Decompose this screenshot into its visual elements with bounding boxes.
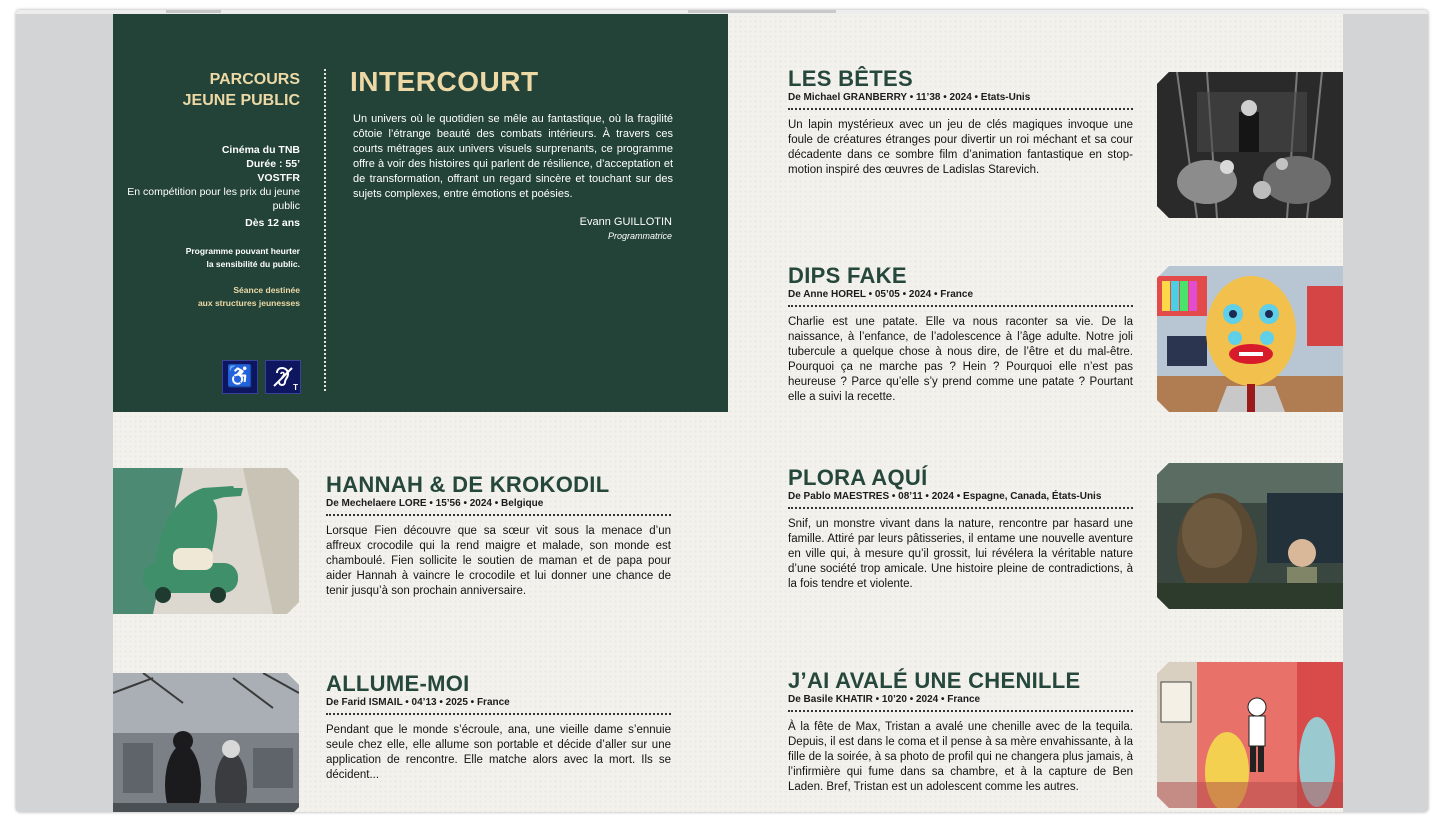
dotted-divider	[324, 69, 326, 391]
film-synopsis: Pendant que le monde s’écroule, ana, une vieille dame s’ennuie seule chez elle, elle allume son portable et décide d’aller sur une application de rencontre. Elle matche alors avec la mort. Ils se décident...	[326, 724, 671, 781]
film-still-allume-moi	[113, 673, 299, 812]
film-entry	[326, 672, 671, 783]
film-synopsis: À la fête de Max, Tristan a avalé une chenille avec de la tequila. Depuis, il est dans le coma et il pense à sa mère envahissante, à la fille de la soirée, à sa photo de profil qui ne changera plus jamais, à l’infirmière qui fume dans sa chambre, et à la capture de Ben Laden. Bref, Tristan est un adolescent comme les autres.	[788, 721, 1133, 793]
still-image	[1157, 266, 1343, 412]
age-rating: Dès 12 ans	[245, 217, 300, 229]
programmer-role: Programmatrice	[607, 231, 672, 241]
film-title: DIPS FAKE	[788, 263, 907, 288]
still-image	[113, 468, 299, 614]
film-credit: De Farid ISMAIL • 04’13 • 2025 • France	[326, 697, 671, 715]
audience-note	[120, 284, 300, 310]
still-image	[1157, 463, 1343, 609]
film-title: PLORA AQUÍ	[788, 465, 928, 490]
film-credit: De Anne HOREL • 05’05 • 2024 • France	[788, 289, 1133, 307]
venue: Cinéma du TNB	[221, 144, 300, 156]
programmer-name: Evann GUILLOTIN	[579, 216, 672, 228]
film-credit: De Basile KHATIR • 10’20 • 2024 • France	[788, 694, 1133, 712]
film-still-plora-aqui	[1157, 463, 1343, 609]
program-description: Un univers où le quotidien se mêle au fantastique, où la fragilité côtoie l’étrange beauté des combats intérieurs. À travers ces courts métrages aux univers visuels surprenants, ce programme offre à voir des histoires qui parlent de résilience, d’acceptation et de transformation, offrant un regard sincère et touchant sur des sujets complexes, entre émotions et poésies.	[353, 113, 673, 200]
content-warning	[120, 245, 300, 271]
film-entry	[788, 67, 1133, 178]
kicker-line: JEUNE PUBLIC	[182, 92, 300, 109]
film-credit: De Mechelaere LORE • 15’56 • 2024 • Belgique	[326, 498, 671, 516]
hearing-loop-label: T	[293, 383, 298, 392]
film-title: J’AI AVALÉ UNE CHENILLE	[788, 668, 1081, 693]
film-still-dips-fake	[1157, 266, 1343, 412]
duration: Durée : 55’	[246, 158, 300, 170]
still-image	[113, 673, 299, 812]
film-synopsis: Snif, un monstre vivant dans la nature, rencontre par hasard une famille. Attiré par leurs pâtisseries, il entame une nouvelle aventure en ville qui, à mesure qu’il grossit, lui révélera la véritable nature d’une société trop amicale. Une histoire pleine de contradictions, à la fois tendre et violente.	[788, 518, 1133, 590]
competition-note: En compétition pour les prix du jeune public	[127, 186, 300, 212]
wheelchair-icon: ♿	[222, 360, 258, 394]
kicker-line: PARCOURS	[209, 71, 300, 88]
section-kicker	[120, 69, 300, 111]
ear-icon	[270, 364, 296, 390]
warning-line: la sensibilité du public.	[206, 259, 300, 269]
film-still-les-betes	[1157, 72, 1343, 218]
film-synopsis: Charlie est une patate. Elle va nous raconter sa vie. De la naissance, à l’enfance, de l’adolescence à l’âge adulte. Notre joli tubercule a quelque chose à nous dire, de l’être et du mal-être. Pourquoi ça ne marche pas ? Hein ? Pourquoi elle n’est pas heureuse ? Parce qu’elle s’y prend comme une patate ? Pourtant elle a suivi la recette.	[788, 316, 1133, 403]
film-credit: De Pablo MAESTRES • 08’11 • 2024 • Espagne, Canada, États-Unis	[788, 491, 1133, 509]
film-entry	[788, 264, 1133, 405]
film-synopsis: Un lapin mystérieux avec un jeu de clés magiques invoque une foule de créatures étranges pour divertir un roi méchant et sa cour décadente dans ce sombre film d’animation fantastique en stop-motion inspiré des œuvres de Ladislas Starevich.	[788, 119, 1133, 176]
program-header-box	[113, 14, 728, 412]
brochure-page	[113, 14, 1343, 812]
film-credit: De Michael GRANBERRY • 11’38 • 2024 • Etats-Unis	[788, 92, 1133, 110]
film-entry	[788, 669, 1133, 795]
toolbar-tab-hint[interactable]	[688, 10, 836, 13]
film-still-hannah-de-krokodil	[113, 468, 299, 614]
audience-line: aux structures jeunesses	[197, 298, 300, 308]
film-still-jai-avale-une-chenille	[1157, 662, 1343, 808]
film-entry	[788, 466, 1133, 592]
screening-info	[120, 143, 300, 230]
warning-line: Programme pouvant heurter	[185, 246, 300, 256]
still-image	[1157, 72, 1343, 218]
still-image	[1157, 662, 1343, 808]
toolbar-tab-hint[interactable]	[166, 10, 221, 13]
film-entry	[326, 473, 671, 599]
language: VOSTFR	[257, 172, 300, 184]
film-title: LES BÊTES	[788, 66, 913, 91]
hearing-loop-icon	[265, 360, 301, 394]
audience-line: Séance destinée	[233, 285, 300, 295]
film-title: HANNAH & DE KROKODIL	[326, 472, 610, 497]
document-viewer	[16, 10, 1428, 812]
film-title: ALLUME-MOI	[326, 671, 470, 696]
film-synopsis: Lorsque Fien découvre que sa sœur vit sous la menace d’un affreux crocodile qui la rend maigre et malade, son monde est chamboulé. Fien sollicite le soutien de maman et de papa pour aider Hannah à vaincre le crocodile et lui donner une chance de tenir jusqu’à son prochain anniversaire.	[326, 525, 671, 597]
program-title: INTERCOURT	[350, 66, 539, 97]
